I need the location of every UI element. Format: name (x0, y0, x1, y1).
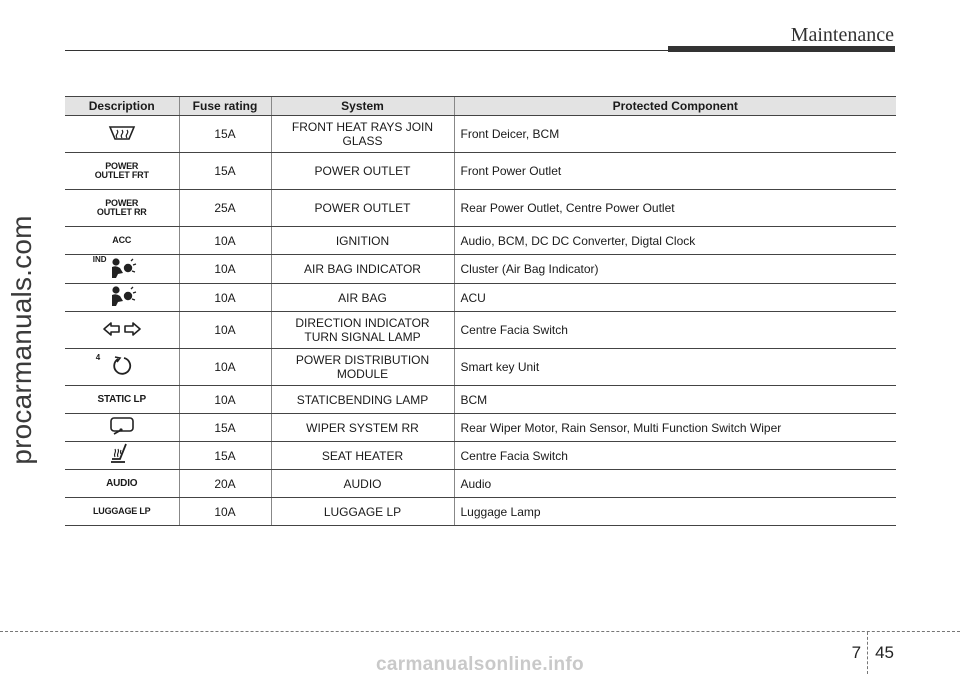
table-row (65, 470, 896, 498)
fuse-rating-cell: 15A (179, 414, 271, 442)
footer-dashed-rule (0, 631, 960, 632)
side-watermark-text: procarmanuals.com (6, 215, 37, 465)
description-cell (65, 255, 179, 284)
description-cell (65, 190, 179, 227)
column-header: Fuse rating (179, 97, 271, 116)
protected-component-cell: Front Power Outlet (454, 153, 896, 190)
table-row (65, 116, 896, 153)
system-cell: POWER DISTRIBUTION MODULE (271, 349, 454, 386)
description-cell (65, 414, 179, 442)
protected-component-cell: Centre Facia Switch (454, 312, 896, 349)
description-cell (65, 349, 179, 386)
turn-signal-icon (102, 321, 142, 337)
system-cell: STATICBENDING LAMP (271, 386, 454, 414)
description-label: STATIC LP (97, 394, 146, 405)
seat-heater-icon (109, 443, 135, 465)
section-title: Maintenance (790, 24, 894, 46)
system-cell: WIPER SYSTEM RR (271, 414, 454, 442)
description-label: POWER OUTLET RR (96, 198, 147, 217)
system-cell: LUGGAGE LP (271, 498, 454, 526)
system-cell: AIR BAG INDICATOR (271, 255, 454, 284)
protected-component-cell: Rear Power Outlet, Centre Power Outlet (454, 190, 896, 227)
fuse-rating-cell: 20A (179, 470, 271, 498)
protected-component-cell: Centre Facia Switch (454, 442, 896, 470)
table-row (65, 190, 896, 227)
fuse-table (65, 96, 896, 526)
fuse-rating-cell: 10A (179, 284, 271, 312)
description-cell (65, 116, 179, 153)
rear-wiper-icon (108, 416, 136, 436)
description-cell (65, 442, 179, 470)
description-label: ACC (112, 235, 132, 245)
bottom-watermark: carmanualsonline.info (376, 654, 584, 675)
page-number-value: 45 (875, 643, 894, 662)
fuse-rating-cell: 10A (179, 498, 271, 526)
airbag-indicator-icon-wrap (92, 254, 137, 282)
header-rule (65, 50, 668, 51)
table-row (65, 227, 896, 255)
fuse-rating-cell: 25A (179, 190, 271, 227)
system-cell: POWER OUTLET (271, 190, 454, 227)
description-cell (65, 470, 179, 498)
description-cell (65, 227, 179, 255)
system-cell: AUDIO (271, 470, 454, 498)
description-cell (65, 386, 179, 414)
column-header: Protected Component (454, 97, 896, 116)
fuse-rating-cell: 10A (179, 255, 271, 284)
chapter-number: 7 (851, 643, 862, 662)
fuse-rating-cell: 10A (179, 227, 271, 255)
protected-component-cell: Smart key Unit (454, 349, 896, 386)
table-row (65, 442, 896, 470)
column-header: System (271, 97, 454, 116)
system-cell: POWER OUTLET (271, 153, 454, 190)
description-label: AUDIO (106, 478, 138, 489)
table-row (65, 498, 896, 526)
protected-component-cell: ACU (454, 284, 896, 312)
protected-component-cell: Audio (454, 470, 896, 498)
description-cell (65, 284, 179, 312)
header-bar (668, 46, 895, 52)
column-header: Description (65, 97, 179, 116)
protected-component-cell: Front Deicer, BCM (454, 116, 896, 153)
system-cell: DIRECTION INDICATOR TURN SIGNAL LAMP (271, 312, 454, 349)
system-cell: FRONT HEAT RAYS JOIN GLASS (271, 116, 454, 153)
power-module-icon-wrap (95, 352, 134, 380)
defroster-icon (107, 124, 137, 142)
system-cell: AIR BAG (271, 284, 454, 312)
side-watermark (2, 140, 42, 540)
airbag-icon (107, 285, 137, 307)
fuse-rating-cell: 10A (179, 386, 271, 414)
airbag-icon (107, 257, 137, 279)
protected-component-cell: BCM (454, 386, 896, 414)
fuse-rating-cell: 10A (179, 312, 271, 349)
power-module-icon (110, 355, 134, 377)
table-row (65, 349, 896, 386)
protected-component-cell: Rear Wiper Motor, Rain Sensor, Multi Function Switch Wiper (454, 414, 896, 442)
description-label: POWER OUTLET FRT (94, 161, 149, 180)
fuse-rating-cell: 15A (179, 442, 271, 470)
protected-component-cell: Audio, BCM, DC DC Converter, Digtal Clock (454, 227, 896, 255)
description-label: LUGGAGE LP (92, 506, 151, 516)
fuse-rating-cell: 15A (179, 153, 271, 190)
description-cell (65, 312, 179, 349)
protected-component-cell: Cluster (Air Bag Indicator) (454, 255, 896, 284)
table-header-row (65, 97, 896, 116)
system-cell: SEAT HEATER (271, 442, 454, 470)
description-cell (65, 153, 179, 190)
table-row (65, 312, 896, 349)
icon-tag: IND (92, 254, 107, 264)
table-row (65, 414, 896, 442)
table-row (65, 153, 896, 190)
fuse-rating-cell: 10A (179, 349, 271, 386)
description-cell (65, 498, 179, 526)
table-row (65, 284, 896, 312)
icon-tag: 4 (95, 352, 101, 362)
system-cell: IGNITION (271, 227, 454, 255)
fuse-rating-cell: 15A (179, 116, 271, 153)
table-row (65, 386, 896, 414)
protected-component-cell: Luggage Lamp (454, 498, 896, 526)
table-row (65, 255, 896, 284)
